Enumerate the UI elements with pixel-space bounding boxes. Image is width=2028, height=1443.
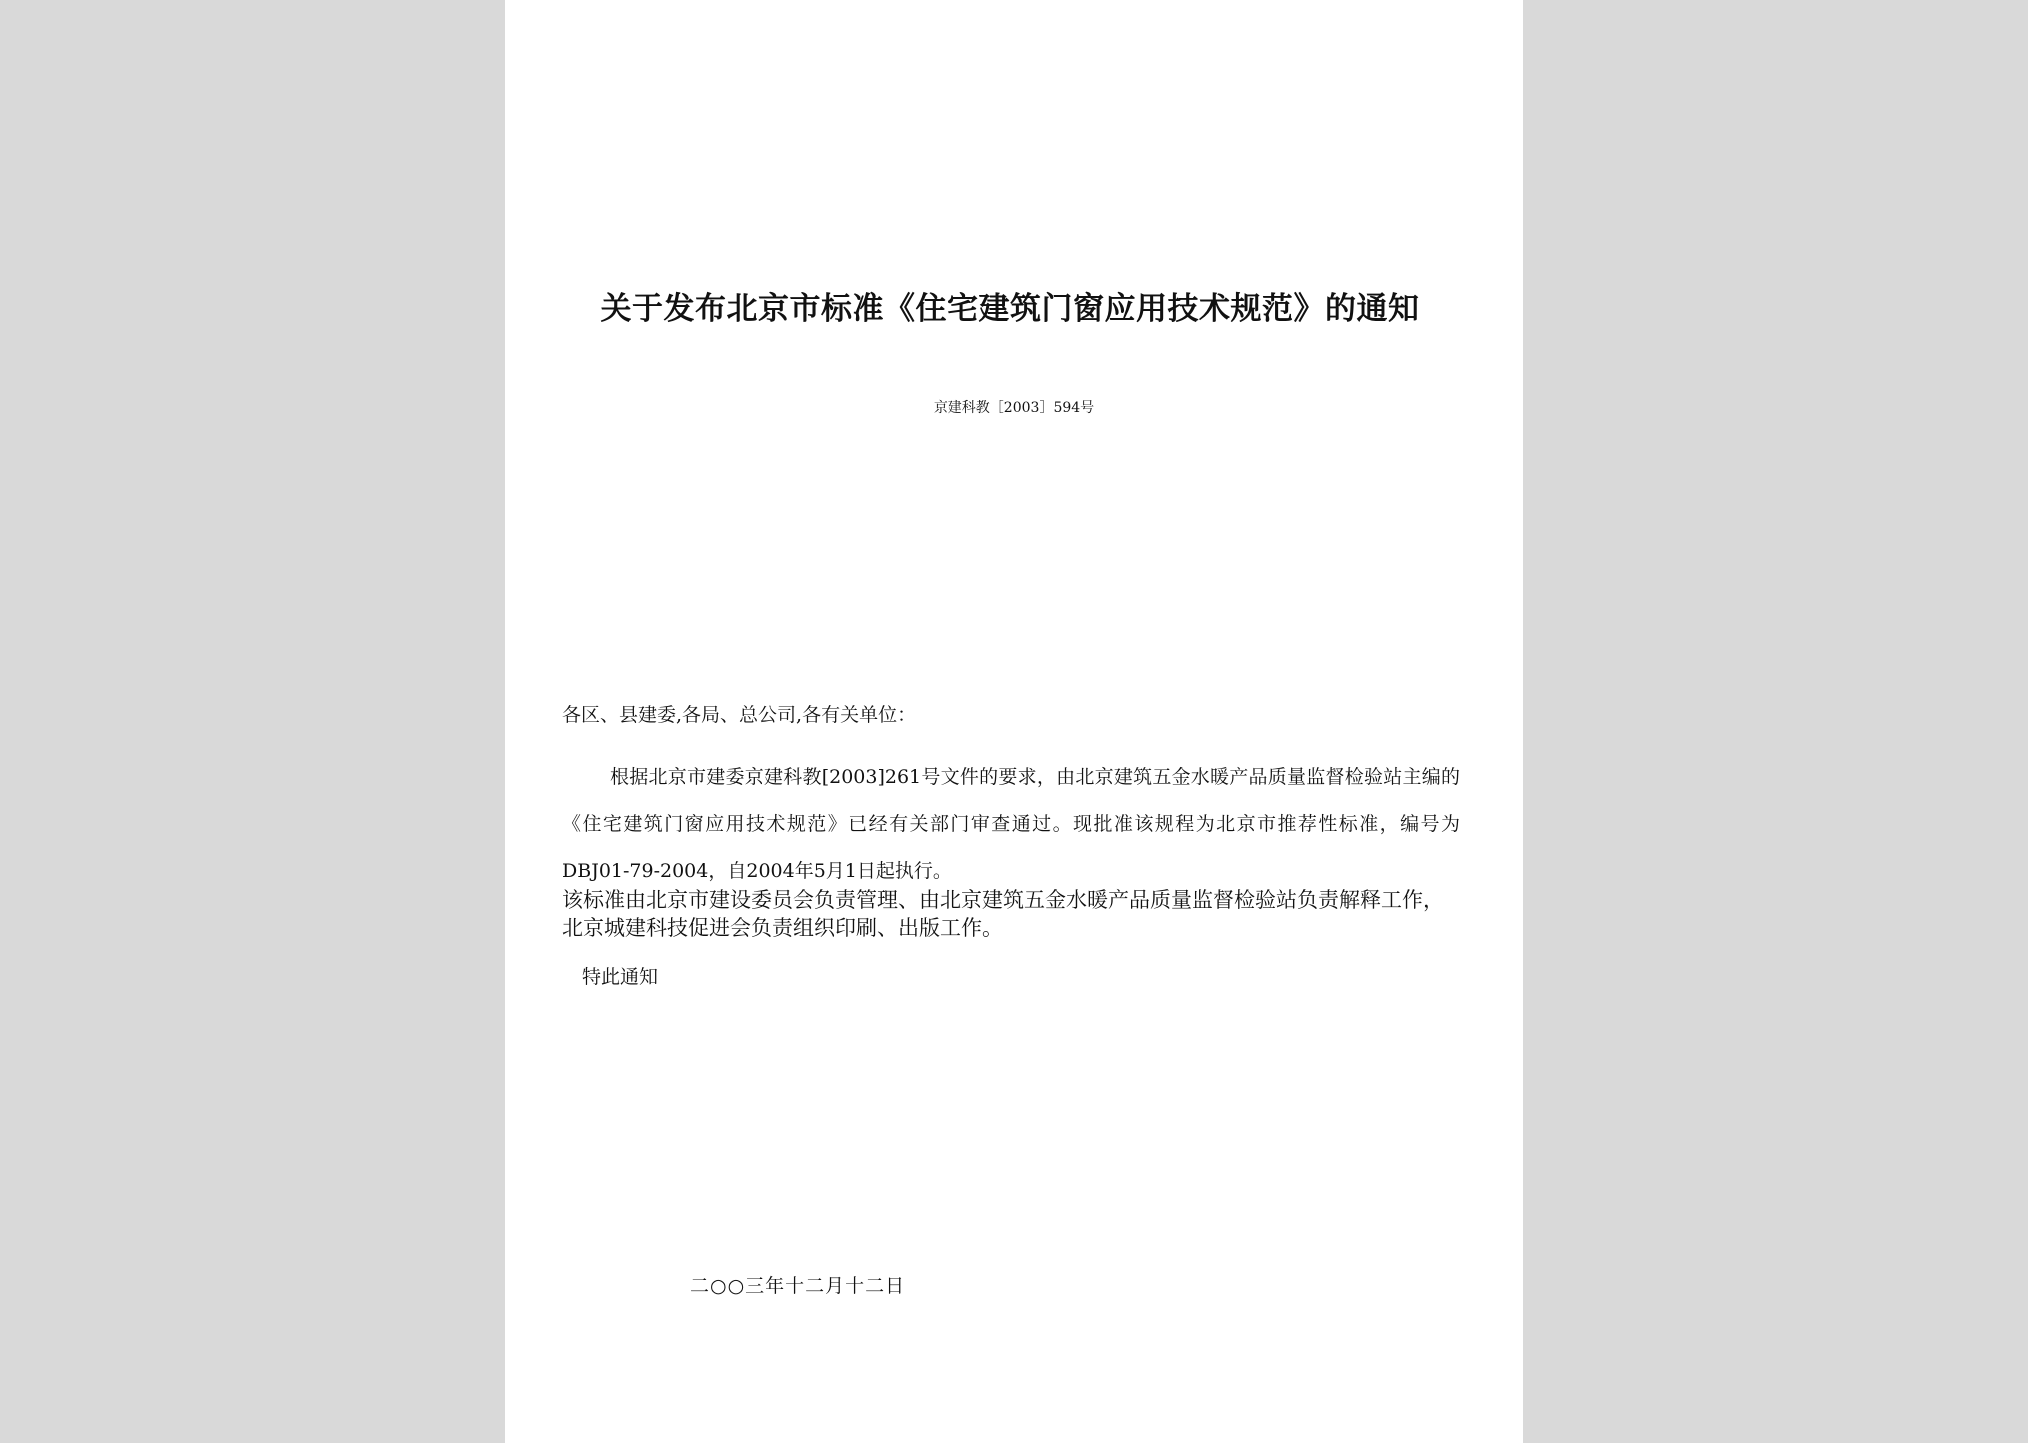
issue-date: 二○○三年十二月十二日 [690, 1275, 906, 1297]
document-page [505, 0, 1523, 1443]
salutation: 各区、县建委,各局、总公司,各有关单位： [562, 704, 917, 726]
document-number: 京建科教［2003］594号 [933, 400, 1095, 416]
body-paragraph-2: 该标准由北京市建设委员会负责管理、由北京建筑五金水暖产品质量监督检验站负责解释工作，北京城建科技促进会负责组织印刷、出版工作。 [562, 888, 1444, 940]
closing-line: 特此通知 [582, 966, 659, 988]
document-title: 关于发布北京市标准《住宅建筑门窗应用技术规范》的通知 [600, 291, 1420, 327]
body-paragraph-1: 根据北京市建委京建科教[2003]261号文件的要求，由北京建筑五金水暖产品质量监督检验站主编的《住宅建筑门窗应用技术规范》已经有关部门审查通过。现批准该规程为北京市推荐性标准，编号为DBJ01-79-2004，自2004年5月1日起执行。 [562, 766, 1460, 882]
